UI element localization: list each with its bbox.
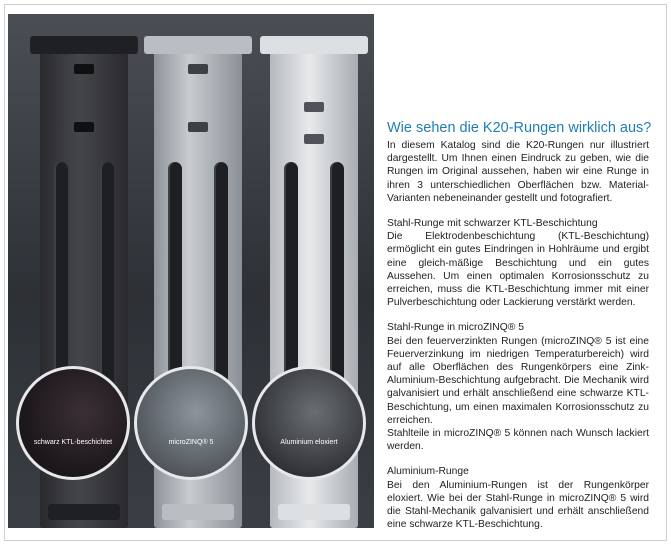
section-note-microzinq: Stahlteile in microZINQ® 5 können nach Wunsch lackiert werden. bbox=[387, 428, 649, 453]
detail-lens-aluminium bbox=[252, 366, 366, 480]
section-body-ktl: Die Elektrodenbeschichtung (KTL-Beschichtung) ermöglicht ein gutes Eindringen in Hohlräume und ergibt eine gleich-mäßige Beschichtung und ein gutes Aussehen. Um einen optimalen Korrosionsschutz zu erreichen, muss die KTL-Beschichtung immer mit einer Pulverbeschichtung oder Lackierung verstärkt werden. bbox=[387, 231, 649, 309]
article-title: Wie sehen die K20-Rungen wirklich aus? bbox=[387, 120, 652, 136]
section-heading-ktl: Stahl-Runge mit schwarzer KTL-Beschichtung bbox=[387, 218, 598, 230]
runge-photo bbox=[8, 14, 374, 528]
article bbox=[387, 120, 652, 531]
section-body-aluminium: Bei den Aluminium-Rungen ist der Rungenkörper eloxiert. Wie bei der Stahl-Runge in microZINQ® 5 wird die Stahl-Mechanik galvanisiert und erhält anschließend eine schwarze KTL-Beschichtung. bbox=[387, 479, 649, 531]
detail-lens-ktl bbox=[16, 366, 130, 480]
lens-label-aluminium: Aluminium eloxiert bbox=[280, 439, 338, 446]
section-heading-microzinq: Stahl-Runge in microZINQ® 5 bbox=[387, 322, 524, 334]
lens-label-microzinq: microZINQ® 5 bbox=[168, 439, 214, 446]
section-heading-aluminium: Aluminium-Runge bbox=[387, 466, 469, 478]
lens-label-ktl: schwarz KTL-beschichtet bbox=[33, 439, 113, 446]
intro-paragraph: In diesem Katalog sind die K20-Rungen nur illustriert dargestellt. Um Ihnen einen Eindruck zu geben, wie die Rungen im Original aussehen, haben wir eine Runge in ihren 3 unterschiedlichen Oberflächen bzw. Material-Varianten nebeneinander gestellt und fotografiert. bbox=[387, 140, 649, 204]
section-body-microzinq: Bei den feuerverzinkten Rungen (microZINQ® 5 ist eine Feuerverzinkung im niedrigen Temperaturbereich) wird auf alle Oberflächen des Rungenkörpers eine Zink-Aluminium-Beschichtung aufgebracht. Die Mechanik wird galvanisiert und erhält anschließend eine schwarze KTL-Beschichtung, um einen maximalen Korrosionsschutz zu erreichen. bbox=[387, 335, 649, 426]
detail-lens-microzinq bbox=[134, 366, 248, 480]
